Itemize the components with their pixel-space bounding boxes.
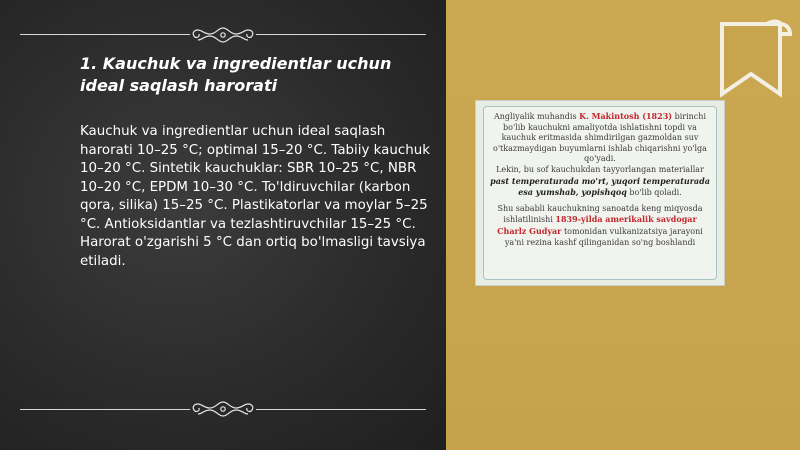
book-paragraph-2 — [490, 165, 710, 199]
book-emphasis: past temperaturada mo'rt, yuqori temperaturada esa yumshab, yopishqoq — [490, 175, 710, 198]
book-paragraph-3 — [490, 204, 710, 248]
scroll-ornament-icon — [190, 24, 256, 46]
bookmark-ribbon-icon — [716, 18, 800, 100]
top-rule-left — [20, 34, 190, 35]
scroll-ornament-icon — [190, 398, 256, 420]
book-excerpt-frame — [483, 106, 717, 280]
book-highlight: K. Makintosh (1823) — [579, 111, 673, 121]
book-text: Angliyalik muhandis — [494, 112, 580, 121]
slide-title: 1. Kauchuk va ingredientlar uchun ideal saqlash harorati — [80, 54, 392, 95]
book-excerpt-image — [475, 100, 725, 286]
book-text: bo'lib qoladi. — [626, 188, 682, 198]
book-text: tomonidan vulkanizatsiya jarayoni ya'ni rezina kashf qilinganidan so'ng boshlandi — [504, 226, 703, 247]
book-text: Lekin, bu sof kauchukdan tayyorlangan materiallar — [496, 164, 704, 174]
top-rule-right — [256, 34, 426, 35]
book-text: birinchi bo'lib kauchukni amaliyotda ishlatishni topdi va kauchuk eritmasida shimdirilgan gazmoldan suv o'tkazmaydigan buyumlarni ishlab chiqarishni yo'lga qo'yadi. — [493, 112, 707, 164]
book-text: Shu sababli kauchukning sanoatda keng miqyosda ishlatilinishi — [497, 203, 703, 225]
book-paragraph-1 — [490, 111, 710, 165]
slide-body-text: Kauchuk va ingredientlar uchun ideal saqlash harorati 10–25 °C; optimal 15–20 °C. Tabiiy kauchuk 10–20 °C. Sintetik kauchuklar: SBR 10–25 °C, NBR 10–20 °C, EPDM 10–30 °C. To'ldiruvchilar (karbon qora, silika) 15–25 °C. Plastikatorlar va moylar 5–25 °C. Antioksidantlar va tezlashtiruvchilar 15–25 °C. Harorat o'zgarishi 5 °C dan ortiq bo'lmasligi tavsiya etiladi. — [80, 124, 430, 269]
bottom-rule-right — [256, 409, 426, 410]
book-highlight: 1839-yilda amerikalik savdogar Charlz Gudyar — [497, 214, 697, 236]
bottom-rule-left — [20, 409, 190, 410]
